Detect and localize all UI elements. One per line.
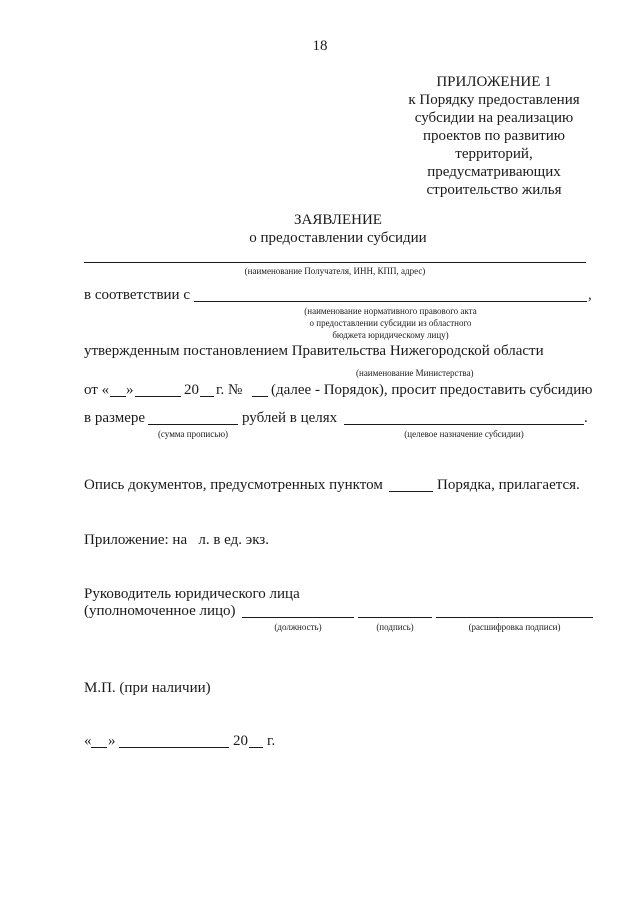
amount-hint: (сумма прописью) (157, 429, 229, 439)
year-prefix: 20 (184, 382, 199, 398)
authorized-label: (уполномоченное лицо) (84, 603, 236, 619)
inventory-text: Опись документов, предусмотренных пунктом (84, 477, 383, 493)
appendix-line: строительство жилья (426, 182, 562, 198)
comma: , (588, 287, 592, 303)
page-number: 18 (312, 38, 328, 54)
date-close: » (108, 733, 116, 749)
ministry-hint: (наименование Министерства) (356, 368, 474, 378)
document-title: ЗАЯВЛЕНИЕ (294, 212, 382, 228)
from-close: » (126, 382, 134, 398)
clause-field[interactable] (389, 491, 433, 492)
purpose-hint: (целевое назначение субсидии) (404, 429, 524, 439)
attachment-text: Приложение: на л. в ед. экз. (84, 532, 269, 548)
amount-label: в размере (84, 410, 146, 426)
inventory-suffix: Порядка, прилагается. (437, 477, 580, 493)
position-field[interactable] (242, 617, 354, 618)
head-label: Руководитель юридического лица (84, 586, 300, 602)
legal-act-hint-2: о предоставлении субсидии из областного (309, 318, 472, 328)
appendix-line: проектов по развитию (423, 128, 565, 144)
legal-act-hint-3: бюджета юридическому лицу) (332, 330, 449, 340)
period: . (584, 410, 588, 426)
appendix-line: предусматривающих (427, 164, 561, 180)
appendix-line: ПРИЛОЖЕНИЕ 1 (436, 74, 552, 90)
appendix-header (380, 73, 608, 199)
year-field[interactable] (200, 396, 214, 397)
appendix-line: территорий, (455, 146, 533, 162)
amount-field[interactable] (148, 424, 238, 425)
date-open: « (84, 733, 92, 749)
document-subtitle: о предоставлении субсидии (249, 230, 427, 246)
accordance-label: в соответствии с (84, 287, 190, 303)
amount-mid: рублей в целях (242, 410, 338, 426)
decoding-field[interactable] (436, 617, 593, 618)
approved-text: утвержденным постановлением Правительства Нижегородской области (84, 343, 544, 359)
appendix-line: субсидии на реализацию (414, 110, 574, 126)
position-hint: (должность) (274, 622, 322, 632)
stamp-label: М.П. (при наличии) (84, 680, 211, 696)
appendix-line: к Порядку предоставления (408, 92, 580, 108)
date-suffix: г. (267, 733, 276, 749)
recipient-field[interactable] (84, 262, 586, 263)
legal-act-field[interactable] (194, 301, 587, 302)
date-year-prefix: 20 (233, 733, 248, 749)
order-text: (далее - Порядок), просит предоставить субсидию (271, 382, 593, 398)
date-year-field[interactable] (249, 747, 263, 748)
number-field[interactable] (252, 396, 268, 397)
from-open: от « (84, 382, 110, 398)
month-field[interactable] (135, 396, 181, 397)
decoding-hint: (расшифровка подписи) (468, 622, 561, 632)
signature-field[interactable] (358, 617, 432, 618)
recipient-hint: (наименование Получателя, ИНН, КПП, адрес) (244, 266, 426, 276)
purpose-field[interactable] (344, 424, 584, 425)
number-label: г. № (216, 382, 243, 398)
signature-hint: (подпись) (376, 622, 414, 632)
date-day-field[interactable] (91, 747, 107, 748)
date-month-field[interactable] (119, 747, 229, 748)
legal-act-hint-1: (наименование нормативного правового акта (304, 306, 477, 316)
day-field[interactable] (110, 396, 126, 397)
